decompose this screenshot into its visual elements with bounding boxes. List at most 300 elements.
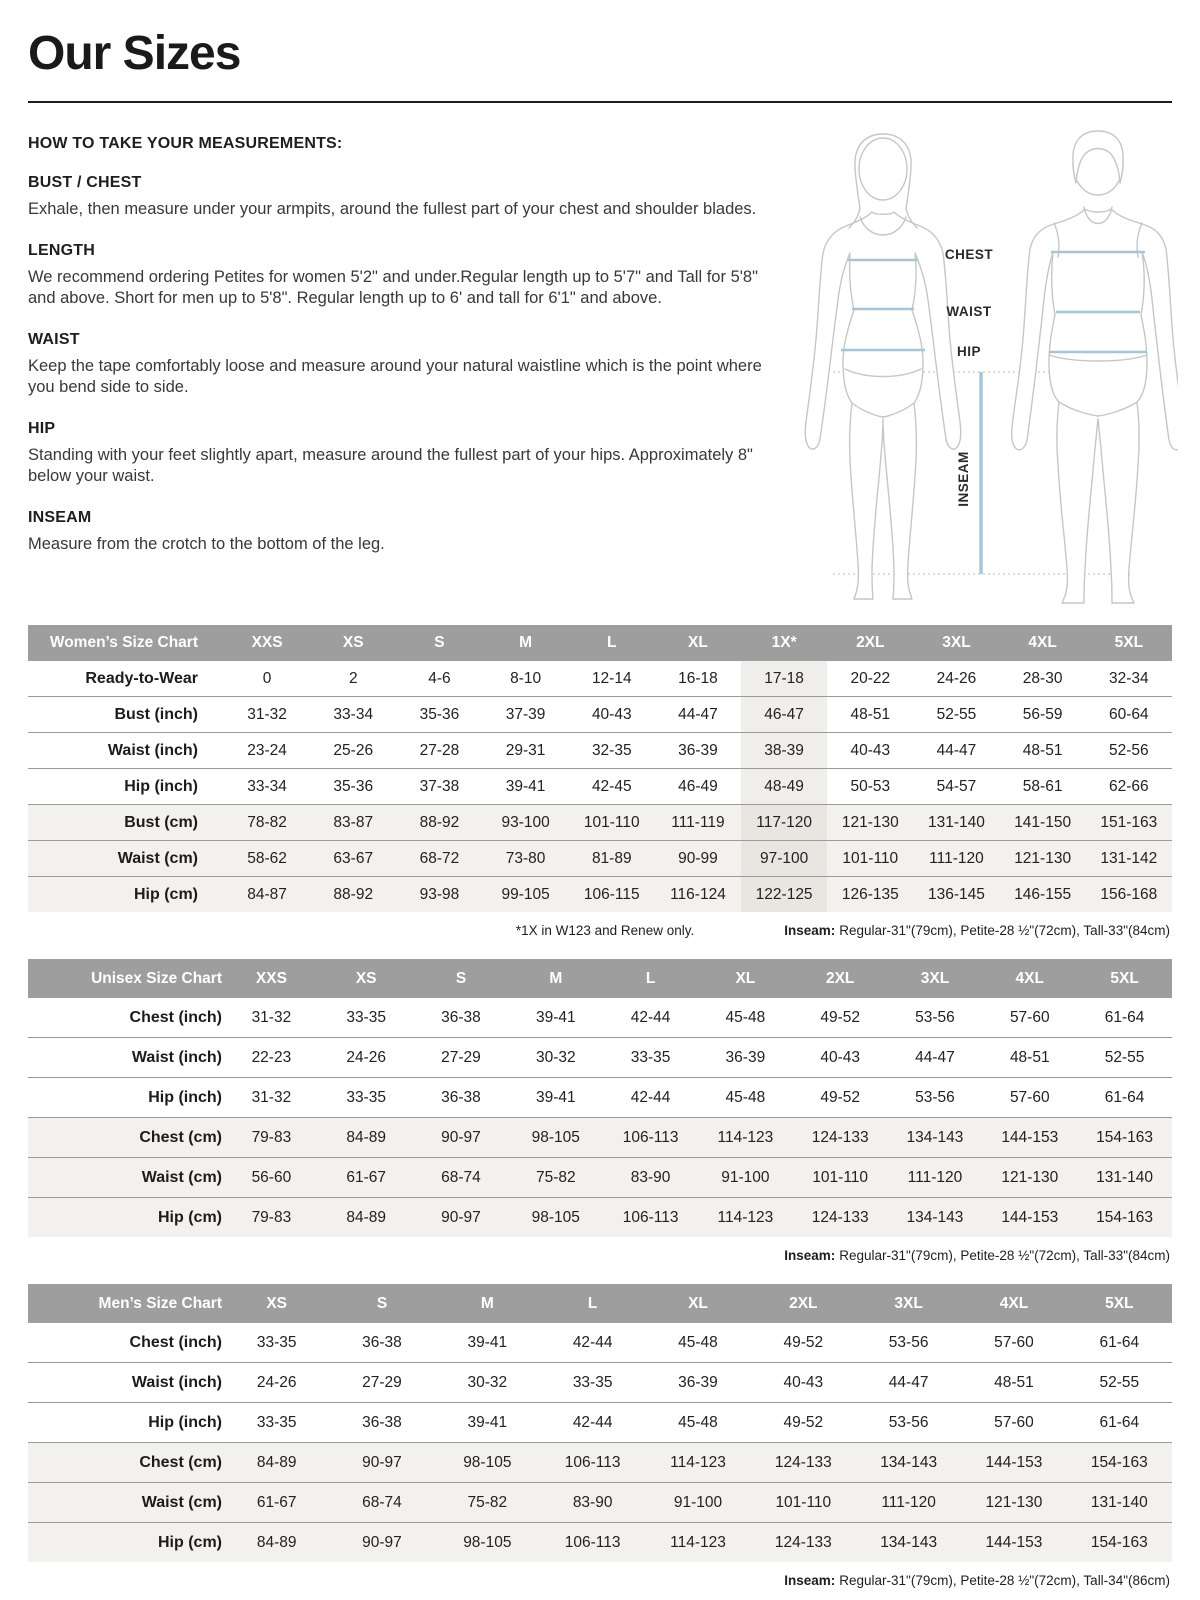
size-cell: 106-113: [603, 1118, 698, 1158]
column-header: S: [396, 625, 482, 661]
size-cell: 116-124: [655, 877, 741, 913]
size-cell: 75-82: [435, 1483, 540, 1523]
size-cell: 8-10: [510, 669, 542, 687]
row-label: Ready-to-Wear: [85, 669, 198, 687]
size-cell: 49-52: [820, 1088, 860, 1106]
chest-label: CHEST: [944, 247, 994, 262]
row-label: Bust (cm): [28, 805, 224, 841]
size-cell: 49-52: [783, 1333, 824, 1351]
size-cell: 16-18: [678, 669, 718, 687]
size-cell: 39-41: [535, 1008, 576, 1026]
table-row: [28, 1038, 1172, 1078]
table-row: [28, 697, 1172, 733]
unisex-size-chart-section: [28, 959, 1172, 1263]
size-cell: 122-125: [741, 877, 827, 913]
size-cell: 91-100: [645, 1483, 750, 1523]
size-cell: 44-47: [888, 1373, 929, 1391]
size-cell: 124-133: [751, 1443, 856, 1483]
size-cell: 44-47: [936, 741, 977, 759]
size-cell: 48-51: [1009, 1048, 1050, 1066]
size-cell: 4-6: [428, 669, 451, 687]
size-cell: 121-130: [827, 805, 913, 841]
size-cell: 36-38: [441, 1088, 481, 1106]
unisex-size-table-container: [28, 959, 1172, 1237]
how-to-title: HOW TO TAKE YOUR MEASUREMENTS:: [28, 135, 343, 152]
size-cell: 97-100: [741, 841, 827, 877]
size-cell: 52-55: [1104, 1048, 1145, 1066]
men-size-table-container: [28, 1284, 1172, 1562]
section-heading: INSEAM: [28, 508, 92, 526]
column-header: XS: [224, 1284, 329, 1323]
size-cell: 121-130: [961, 1483, 1066, 1523]
women-size-table-container: [28, 625, 1172, 912]
size-cell: 31-32: [251, 1088, 292, 1106]
size-cell: 131-142: [1086, 841, 1172, 877]
size-cell: 2: [348, 669, 358, 687]
size-cell: 50-53: [850, 777, 891, 795]
size-cell: 154-163: [1067, 1523, 1172, 1563]
size-cell: 63-67: [310, 841, 396, 877]
size-cell: 30-32: [535, 1048, 576, 1066]
row-label: Chest (inch): [129, 1333, 222, 1351]
size-cell: 39-41: [505, 777, 546, 795]
column-header: 1X*: [741, 625, 827, 661]
row-label: Waist (inch): [107, 741, 198, 759]
row-label: Hip (cm): [28, 1198, 224, 1238]
row-label: Chest (cm): [28, 1118, 224, 1158]
size-cell: 52-55: [936, 705, 977, 723]
section-waist: [28, 331, 780, 399]
column-header: 4XL: [961, 1284, 1066, 1323]
size-cell: 101-110: [793, 1158, 888, 1198]
size-cell: 84-87: [224, 877, 310, 913]
size-cell: 88-92: [310, 877, 396, 913]
size-cell: 36-39: [678, 741, 718, 759]
table-row: [28, 733, 1172, 769]
size-cell: 101-110: [827, 841, 913, 877]
column-header: 2XL: [827, 625, 913, 661]
column-header: 3XL: [913, 625, 999, 661]
size-cell: 36-38: [441, 1008, 481, 1026]
size-cell: 111-119: [655, 805, 741, 841]
size-cell: 33-35: [572, 1373, 613, 1391]
size-cell: 90-97: [414, 1198, 509, 1238]
top-section: [28, 117, 1172, 609]
column-header: XL: [655, 625, 741, 661]
table-row: [28, 1363, 1172, 1403]
section-heading: WAIST: [28, 330, 80, 348]
section-heading: HIP: [28, 419, 56, 437]
size-cell: 40-43: [783, 1373, 824, 1391]
inseam-footnote: Inseam: Regular-31"(79cm), Petite-28 ½"(72cm), Tall-34"(86cm): [784, 1573, 1170, 1588]
size-cell: 37-38: [419, 777, 460, 795]
size-cell: 54-57: [936, 777, 977, 795]
size-cell: 35-36: [333, 777, 374, 795]
size-cell: 27-28: [419, 741, 460, 759]
size-cell: 53-56: [888, 1333, 929, 1351]
measurement-diagram: [788, 119, 1178, 609]
size-cell: 30-32: [467, 1373, 508, 1391]
row-label: Waist (cm): [28, 1158, 224, 1198]
size-cell: 88-92: [396, 805, 482, 841]
column-header: 5XL: [1067, 1284, 1172, 1323]
row-label: Hip (cm): [28, 877, 224, 913]
size-cell: 44-47: [678, 705, 718, 723]
size-cell: 33-35: [346, 1008, 387, 1026]
size-cell: 39-41: [467, 1333, 508, 1351]
size-cell: 52-55: [1099, 1373, 1140, 1391]
table-row: [28, 1323, 1172, 1363]
size-cell: 57-60: [994, 1333, 1034, 1351]
size-cell: 52-56: [1109, 741, 1149, 759]
table-title: Men’s Size Chart: [28, 1284, 224, 1323]
table-row: [28, 1078, 1172, 1118]
man-figure: [1012, 131, 1178, 603]
column-header: S: [329, 1284, 434, 1323]
size-cell: 114-123: [698, 1198, 793, 1238]
table-row: [28, 661, 1172, 697]
women-footnotes: [28, 923, 1170, 938]
size-cell: 35-36: [419, 705, 460, 723]
size-cell: 53-56: [915, 1008, 955, 1026]
size-cell: 83-87: [310, 805, 396, 841]
size-cell: 68-72: [396, 841, 482, 877]
size-cell: 90-97: [329, 1523, 434, 1563]
size-cell: 27-29: [362, 1373, 402, 1391]
size-cell: 40-43: [591, 705, 632, 723]
size-cell: 45-48: [678, 1413, 718, 1431]
size-cell: 101-110: [569, 805, 655, 841]
size-cell: 58-61: [1022, 777, 1063, 795]
size-cell: 90-97: [414, 1118, 509, 1158]
column-header: M: [508, 959, 603, 998]
men-size-chart-section: [28, 1284, 1172, 1588]
title-divider: [28, 101, 1172, 103]
row-label: Hip (inch): [148, 1413, 222, 1431]
size-cell: 126-135: [827, 877, 913, 913]
men-footnotes: [28, 1573, 1170, 1588]
size-cell: 29-31: [505, 741, 546, 759]
column-header: M: [483, 625, 569, 661]
size-cell: 45-48: [725, 1008, 766, 1026]
size-cell: 114-123: [698, 1118, 793, 1158]
size-cell: 25-26: [333, 741, 374, 759]
size-cell: 144-153: [961, 1443, 1066, 1483]
size-cell: 117-120: [741, 805, 827, 841]
table-row: [28, 1158, 1172, 1198]
size-cell: 134-143: [856, 1443, 961, 1483]
woman-figure: [805, 134, 961, 599]
table-row: [28, 1403, 1172, 1443]
section-body: Measure from the crotch to the bottom of the leg.: [28, 534, 385, 553]
section-hip: [28, 420, 780, 488]
table-row: [28, 841, 1172, 877]
one-x-footnote: *1X in W123 and Renew only.: [515, 923, 695, 938]
column-header: L: [603, 959, 698, 998]
row-label: Waist (inch): [131, 1048, 222, 1066]
section-body: We recommend ordering Petites for women 5'2" and under.Regular length up to 5'7" and Tall for 5'8" and above. Short for men up to 5'8". Regular length up to 6' and tall for 6'1" and above.: [28, 267, 758, 307]
size-cell: 98-105: [508, 1198, 603, 1238]
size-cell: 20-22: [850, 669, 891, 687]
size-cell: 111-120: [913, 841, 999, 877]
measurement-instructions: [28, 117, 780, 609]
size-cell: 56-59: [1022, 705, 1063, 723]
column-header: L: [569, 625, 655, 661]
size-cell: 154-163: [1067, 1443, 1172, 1483]
size-cell: 44-47: [915, 1048, 955, 1066]
size-cell: 98-105: [435, 1523, 540, 1563]
size-cell: 84-89: [224, 1523, 329, 1563]
size-cell: 131-140: [1077, 1158, 1172, 1198]
size-cell: 68-74: [329, 1483, 434, 1523]
size-cell: 93-100: [483, 805, 569, 841]
size-cell: 136-145: [913, 877, 999, 913]
size-cell: 61-64: [1099, 1413, 1140, 1431]
section-body: Keep the tape comfortably loose and measure around your natural waistline which is the point where you bend side to side.: [28, 356, 762, 396]
size-cell: 31-32: [251, 1008, 292, 1026]
inseam-label: INSEAM: [956, 451, 971, 507]
women-size-table: [28, 625, 1172, 912]
section-heading: LENGTH: [28, 241, 95, 259]
size-cell: 84-89: [319, 1118, 414, 1158]
body-measurement-illustration: [788, 119, 1178, 609]
column-header: XS: [319, 959, 414, 998]
size-cell: 98-105: [508, 1118, 603, 1158]
section-bust-chest: [28, 174, 780, 221]
size-cell: 53-56: [888, 1413, 929, 1431]
size-cell: 134-143: [888, 1198, 983, 1238]
size-cell: 38-39: [741, 733, 827, 769]
size-cell: 114-123: [645, 1443, 750, 1483]
column-header: L: [540, 1284, 645, 1323]
size-cell: 91-100: [698, 1158, 793, 1198]
size-cell: 42-44: [630, 1088, 671, 1106]
size-cell: 61-67: [224, 1483, 329, 1523]
table-row: [28, 1198, 1172, 1238]
size-cell: 61-64: [1099, 1333, 1140, 1351]
size-cell: 81-89: [569, 841, 655, 877]
unisex-footnotes: [28, 1248, 1170, 1263]
size-cell: 24-26: [256, 1373, 297, 1391]
size-cell: 49-52: [783, 1413, 824, 1431]
size-cell: 48-51: [1022, 741, 1063, 759]
size-cell: 24-26: [936, 669, 977, 687]
size-cell: 131-140: [1067, 1483, 1172, 1523]
size-cell: 60-64: [1109, 705, 1149, 723]
size-cell: 46-49: [678, 777, 718, 795]
row-label: Waist (cm): [28, 1483, 224, 1523]
size-cell: 49-52: [820, 1008, 860, 1026]
column-header: XL: [645, 1284, 750, 1323]
size-cell: 73-80: [483, 841, 569, 877]
size-cell: 40-43: [850, 741, 891, 759]
column-header: XS: [310, 625, 396, 661]
size-cell: 57-60: [1009, 1088, 1050, 1106]
size-cell: 101-110: [751, 1483, 856, 1523]
table-row: [28, 1523, 1172, 1563]
size-cell: 134-143: [856, 1523, 961, 1563]
size-cell: 106-113: [540, 1443, 645, 1483]
table-row: [28, 998, 1172, 1038]
size-cell: 78-82: [224, 805, 310, 841]
size-cell: 79-83: [224, 1118, 319, 1158]
size-cell: 42-44: [630, 1008, 671, 1026]
column-header: 3XL: [888, 959, 983, 998]
section-heading: BUST / CHEST: [28, 174, 142, 191]
size-cell: 156-168: [1086, 877, 1172, 913]
size-cell: 31-32: [247, 705, 287, 723]
column-header: XXS: [224, 625, 310, 661]
table-row: [28, 1483, 1172, 1523]
size-cell: 17-18: [741, 661, 827, 697]
row-label: Chest (inch): [129, 1008, 222, 1026]
size-cell: 98-105: [435, 1443, 540, 1483]
column-header: 2XL: [751, 1284, 856, 1323]
size-cell: 106-113: [603, 1198, 698, 1238]
row-label: Hip (cm): [28, 1523, 224, 1563]
size-cell: 144-153: [961, 1523, 1066, 1563]
table-row: [28, 877, 1172, 913]
size-cell: 58-62: [224, 841, 310, 877]
size-cell: 28-30: [1022, 669, 1063, 687]
size-cell: 106-113: [540, 1523, 645, 1563]
size-cell: 32-35: [591, 741, 632, 759]
size-cell: 146-155: [1000, 877, 1086, 913]
size-cell: 93-98: [396, 877, 482, 913]
column-header: 5XL: [1077, 959, 1172, 998]
size-cell: 42-44: [572, 1333, 613, 1351]
size-cell: 33-35: [256, 1333, 297, 1351]
size-cell: 151-163: [1086, 805, 1172, 841]
size-charts: [28, 625, 1172, 1588]
unisex-size-table: [28, 959, 1172, 1237]
size-cell: 27-29: [441, 1048, 481, 1066]
column-header: 5XL: [1086, 625, 1172, 661]
size-cell: 53-56: [915, 1088, 955, 1106]
size-cell: 154-163: [1077, 1118, 1172, 1158]
size-cell: 48-51: [850, 705, 891, 723]
section-inseam: [28, 509, 780, 556]
size-cell: 83-90: [603, 1158, 698, 1198]
size-cell: 62-66: [1109, 777, 1149, 795]
size-cell: 36-38: [362, 1413, 402, 1431]
waist-label: WAIST: [946, 304, 992, 319]
size-cell: 144-153: [982, 1198, 1077, 1238]
column-header: 4XL: [982, 959, 1077, 998]
size-cell: 57-60: [1009, 1008, 1050, 1026]
size-cell: 121-130: [1000, 841, 1086, 877]
column-header: XL: [698, 959, 793, 998]
table-row: [28, 1118, 1172, 1158]
table-title: Women’s Size Chart: [28, 625, 224, 661]
size-cell: 111-120: [856, 1483, 961, 1523]
column-header: 4XL: [1000, 625, 1086, 661]
women-size-chart-section: [28, 625, 1172, 938]
woman-head: [859, 138, 907, 200]
size-cell: 79-83: [224, 1198, 319, 1238]
page-title: Our Sizes: [28, 27, 241, 80]
size-cell: 32-34: [1109, 669, 1149, 687]
row-label: Hip (inch): [124, 777, 198, 795]
size-cell: 36-38: [362, 1333, 402, 1351]
row-label: Bust (inch): [114, 705, 198, 723]
size-cell: 33-35: [256, 1413, 297, 1431]
size-cell: 131-140: [913, 805, 999, 841]
column-header: M: [435, 1284, 540, 1323]
size-cell: 36-39: [678, 1373, 718, 1391]
size-cell: 61-64: [1104, 1008, 1145, 1026]
size-cell: 12-14: [591, 669, 632, 687]
size-cell: 36-39: [725, 1048, 766, 1066]
size-cell: 90-99: [655, 841, 741, 877]
size-cell: 61-67: [319, 1158, 414, 1198]
row-label: Waist (inch): [131, 1373, 222, 1391]
size-cell: 68-74: [414, 1158, 509, 1198]
size-cell: 124-133: [751, 1523, 856, 1563]
section-length: [28, 242, 780, 310]
size-cell: 45-48: [678, 1333, 718, 1351]
size-cell: 90-97: [329, 1443, 434, 1483]
size-cell: 33-35: [630, 1048, 671, 1066]
size-cell: 83-90: [540, 1483, 645, 1523]
size-cell: 42-44: [572, 1413, 613, 1431]
row-label: Chest (cm): [28, 1443, 224, 1483]
size-cell: 56-60: [224, 1158, 319, 1198]
size-cell: 84-89: [319, 1198, 414, 1238]
size-cell: 124-133: [793, 1118, 888, 1158]
size-cell: 46-47: [741, 697, 827, 733]
size-cell: 40-43: [820, 1048, 860, 1066]
size-cell: 121-130: [982, 1158, 1077, 1198]
men-size-table: [28, 1284, 1172, 1562]
column-header: S: [414, 959, 509, 998]
size-cell: 61-64: [1104, 1088, 1145, 1106]
table-row: [28, 1443, 1172, 1483]
section-body: Exhale, then measure under your armpits, around the fullest part of your chest and shoulder blades.: [28, 200, 757, 218]
row-label: Waist (cm): [28, 841, 224, 877]
size-cell: 106-115: [569, 877, 655, 913]
size-cell: 154-163: [1077, 1198, 1172, 1238]
size-cell: 33-34: [333, 705, 374, 723]
size-cell: 42-45: [591, 777, 632, 795]
size-cell: 48-51: [994, 1373, 1034, 1391]
inseam-footnote: Inseam: Regular-31"(79cm), Petite-28 ½"(72cm), Tall-33"(84cm): [784, 923, 1170, 938]
column-header: 2XL: [793, 959, 888, 998]
table-row: [28, 805, 1172, 841]
size-cell: 134-143: [888, 1118, 983, 1158]
size-cell: 24-26: [346, 1048, 387, 1066]
size-cell: 75-82: [508, 1158, 603, 1198]
size-cell: 111-120: [888, 1158, 983, 1198]
table-row: [28, 769, 1172, 805]
size-cell: 0: [262, 669, 272, 687]
section-body: Standing with your feet slightly apart, measure around the fullest part of your hips. Approximately 8" below your waist.: [28, 445, 753, 485]
size-cell: 22-23: [251, 1048, 292, 1066]
size-cell: 45-48: [725, 1088, 766, 1106]
hip-label: HIP: [956, 344, 982, 359]
size-cell: 141-150: [1000, 805, 1086, 841]
size-cell: 99-105: [483, 877, 569, 913]
size-cell: 84-89: [224, 1443, 329, 1483]
table-title: Unisex Size Chart: [28, 959, 224, 998]
size-cell: 33-34: [247, 777, 287, 795]
size-cell: 114-123: [645, 1523, 750, 1563]
size-cell: 39-41: [535, 1088, 576, 1106]
size-cell: 37-39: [505, 705, 546, 723]
row-label: Hip (inch): [148, 1088, 222, 1106]
inseam-footnote: Inseam: Regular-31"(79cm), Petite-28 ½"(72cm), Tall-33"(84cm): [784, 1248, 1170, 1263]
size-cell: 57-60: [994, 1413, 1034, 1431]
